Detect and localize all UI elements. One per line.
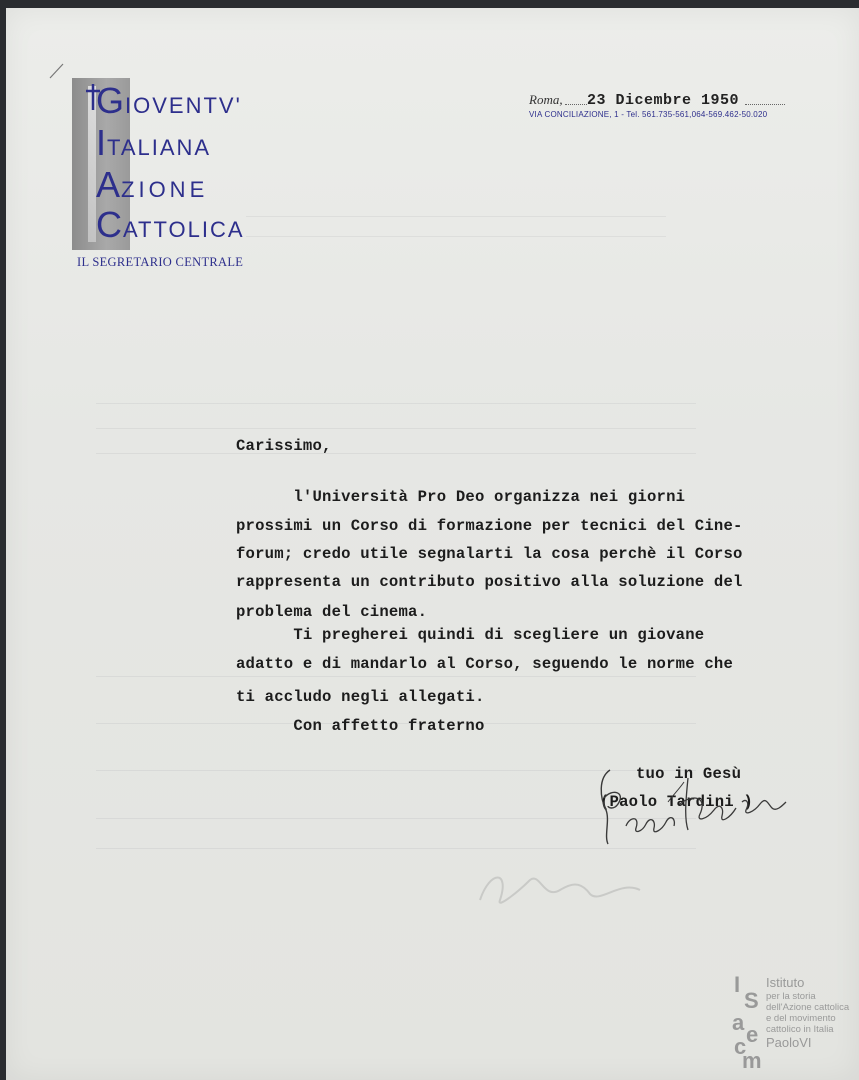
letterhead-address: VIA CONCILIAZIONE, 1 - Tel. 561.735-561,064-569.462-50.020 — [529, 110, 768, 119]
bleed-through-line — [96, 428, 696, 429]
letter-body-line: Ti pregherei quindi di scegliere un giovane — [236, 626, 705, 644]
watermark-letter: I — [734, 972, 741, 997]
letter-body-line: forum; credo utile segnalarti la cosa perchè il Corso — [236, 545, 743, 563]
watermark-letter: c — [734, 1034, 747, 1059]
watermark-line: e del movimento — [766, 1013, 836, 1024]
date-dotted-line — [565, 104, 587, 105]
letter-body-line: prossimi un Corso di formazione per tecnici del Cine- — [236, 517, 743, 535]
bleed-through-line — [246, 236, 666, 237]
logo-line-2: ITALIANA — [96, 122, 212, 163]
letterhead-subtitle: IL SEGRETARIO CENTRALE — [77, 255, 244, 269]
letter-closing: tuo in Gesù — [636, 765, 742, 783]
bleed-through-line — [96, 676, 696, 677]
letter-date: 23 Dicembre 1950 — [587, 92, 740, 109]
pen-mark — [48, 60, 66, 80]
logo-line-3: AZIONE — [96, 164, 209, 205]
letter-body-line: Con affetto fraterno — [236, 717, 485, 735]
letter-place: Roma, — [529, 92, 563, 107]
logo-line-4: CATTOLICA — [96, 204, 245, 245]
bleed-through-line — [96, 453, 696, 454]
bleed-through-signature — [470, 860, 650, 915]
archive-watermark — [730, 972, 859, 1072]
letter-body-line: rappresenta un contributo positivo alla soluzione del — [236, 573, 743, 591]
watermark-letter: a — [732, 1010, 745, 1035]
letter-body-line: l'Università Pro Deo organizza nei giorni — [236, 488, 686, 506]
watermark-line: dell'Azione cattolica — [766, 1002, 850, 1013]
date-dotted-line — [745, 104, 785, 105]
logo-line-1: GIOVENTV' — [96, 80, 242, 121]
watermark-line: PaoloVI — [766, 1035, 812, 1050]
watermark-line: per la storia — [766, 991, 816, 1002]
watermark-line: Istituto — [766, 975, 805, 990]
letter-signer: (Paolo Tardini ) — [600, 793, 753, 811]
letter-body-line: ti accludo negli allegati. — [236, 688, 485, 706]
letter-salutation: Carissimo, — [236, 437, 332, 455]
watermark-line: cattolico in Italia — [766, 1024, 834, 1035]
watermark-letter: S — [744, 988, 759, 1013]
letter-body-line: problema del cinema. — [236, 603, 428, 621]
watermark-letter: m — [742, 1048, 762, 1073]
bleed-through-line — [96, 403, 696, 404]
bleed-through-line — [246, 216, 666, 217]
letter-body-line: adatto e di mandarlo al Corso, seguendo le norme che — [236, 655, 734, 673]
watermark-letter: e — [746, 1022, 759, 1047]
letterhead-logo — [72, 78, 252, 258]
handwritten-signature — [596, 758, 796, 850]
